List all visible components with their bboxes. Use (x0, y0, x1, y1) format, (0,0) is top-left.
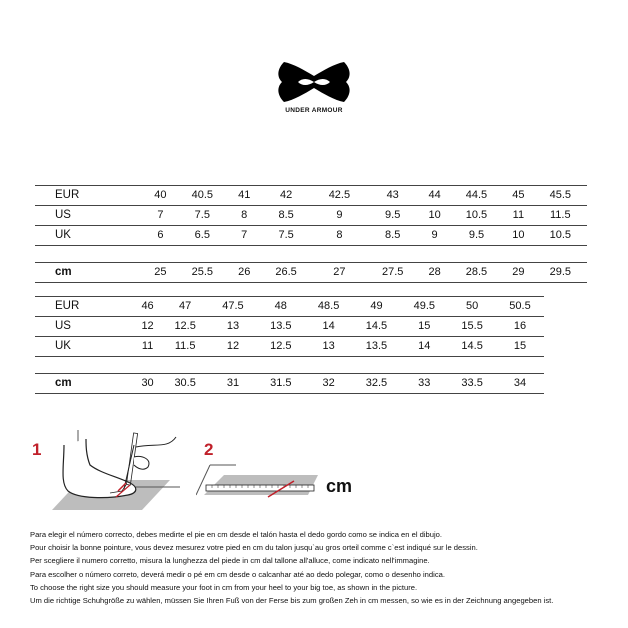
cell: 29 (503, 263, 533, 283)
eur-row (35, 186, 587, 206)
instruction-pt: Para escolher o número correto, deverá medir o pé em cm desde o calcanhar até ao dedo polegar, como o desenho indica. (30, 569, 445, 579)
cell: 49.5 (400, 297, 448, 317)
cell: 31.5 (257, 374, 305, 394)
cell: 10 (419, 206, 449, 226)
cell: 28.5 (450, 263, 503, 283)
cell: 48.5 (305, 297, 353, 317)
size-table-2 (35, 296, 544, 394)
foot-measure-illustration (30, 425, 190, 515)
cell: 6 (145, 226, 175, 246)
cell: 29.5 (534, 263, 587, 283)
uk-row (35, 337, 544, 357)
instruction-en: To choose the right size you should measure your foot in cm from your heel to your big toe, as shown in the picture. (30, 582, 418, 592)
row-label: US (35, 206, 145, 226)
cell: 13.5 (353, 337, 401, 357)
row-label: cm (35, 374, 134, 394)
cell: 43 (366, 186, 419, 206)
logo-text: UNDER ARMOUR (285, 107, 343, 114)
cell: 9.5 (366, 206, 419, 226)
cell: 12.5 (257, 337, 305, 357)
cell: 10 (503, 226, 533, 246)
cell: 32.5 (353, 374, 401, 394)
cell: 7 (145, 206, 175, 226)
unit-label: cm (326, 476, 353, 496)
step-1-number: 1 (32, 440, 42, 459)
eur-row (35, 297, 544, 317)
cell: 9 (313, 206, 366, 226)
cell: 11 (503, 206, 533, 226)
cell: 26.5 (259, 263, 312, 283)
cell: 41 (229, 186, 259, 206)
cell: 30 (134, 374, 161, 394)
cell: 14 (305, 317, 353, 337)
cell: 25.5 (176, 263, 229, 283)
cell: 13 (305, 337, 353, 357)
cell: 48 (257, 297, 305, 317)
cell: 15 (496, 337, 544, 357)
row-label: US (35, 317, 134, 337)
cell: 46 (134, 297, 161, 317)
cell: 11.5 (161, 337, 209, 357)
cell: 7.5 (259, 226, 312, 246)
cell: 10.5 (534, 226, 587, 246)
cell: 34 (496, 374, 544, 394)
cell: 40 (145, 186, 175, 206)
row-label: EUR (35, 186, 145, 206)
cell: 26 (229, 263, 259, 283)
cell: 12 (209, 337, 257, 357)
instructions (30, 528, 620, 607)
step-2-number: 2 (204, 440, 214, 459)
cell: 7.5 (176, 206, 229, 226)
us-row (35, 317, 544, 337)
row-label: cm (35, 263, 145, 283)
cell: 6.5 (176, 226, 229, 246)
cell: 28 (419, 263, 449, 283)
instruction-it: Per scegliere il numero corretto, misura la lunghezza del piede in cm dal tallone all'alluce, come indicato nell'immagine. (30, 556, 430, 566)
cell: 27 (313, 263, 366, 283)
cell: 16 (496, 317, 544, 337)
row-label: UK (35, 337, 134, 357)
hand-outline (134, 456, 149, 469)
cell: 47.5 (209, 297, 257, 317)
cell: 44 (419, 186, 449, 206)
instruction-es: Para elegir el número correcto, debes medirte el pie en cm desde el talón hasta el dedo gordo como se indica en el dibujo. (30, 530, 442, 539)
cell: 8 (313, 226, 366, 246)
row-label: UK (35, 226, 145, 246)
cell: 33.5 (448, 374, 496, 394)
cell: 8.5 (366, 226, 419, 246)
cell: 44.5 (450, 186, 503, 206)
cell: 9.5 (450, 226, 503, 246)
cell: 50.5 (496, 297, 544, 317)
cell: 42 (259, 186, 312, 206)
cell: 12.5 (161, 317, 209, 337)
size-table-1 (35, 185, 587, 283)
cell: 14.5 (353, 317, 401, 337)
cell: 45 (503, 186, 533, 206)
cell: 15.5 (448, 317, 496, 337)
ruler-illustration (196, 455, 326, 505)
cell: 13 (209, 317, 257, 337)
cell: 9 (419, 226, 449, 246)
cell: 30.5 (161, 374, 209, 394)
cm-row (35, 263, 587, 283)
cell: 15 (400, 317, 448, 337)
instruction-fr: Pour choisir la bonne pointure, vous devez mesurez votre pied en cm du talon jusqu`au gros orteil comme c`est indiqué sur le dessin. (30, 543, 478, 553)
uk-row (35, 226, 587, 246)
cell: 10.5 (450, 206, 503, 226)
cell: 40.5 (176, 186, 229, 206)
us-row (35, 206, 587, 226)
cell: 50 (448, 297, 496, 317)
cell: 45.5 (534, 186, 587, 206)
cell: 12 (134, 317, 161, 337)
cell: 13.5 (257, 317, 305, 337)
instruction-de: Um die richtige Schuhgröße zu wählen, müssen Sie Ihren Fuß von der Ferse bis zum großen Zeh in cm messen, so wie es in der Zeichnung angegeben ist. (30, 596, 554, 606)
under-armour-logo (276, 60, 352, 104)
cell: 14 (400, 337, 448, 357)
cell: 42.5 (313, 186, 366, 206)
cell: 27.5 (366, 263, 419, 283)
cell: 14.5 (448, 337, 496, 357)
cell: 11.5 (534, 206, 587, 226)
cell: 32 (305, 374, 353, 394)
cell: 8 (229, 206, 259, 226)
cell: 25 (145, 263, 175, 283)
cell: 33 (400, 374, 448, 394)
cell: 49 (353, 297, 401, 317)
cell: 7 (229, 226, 259, 246)
row-label: EUR (35, 297, 134, 317)
cell: 47 (161, 297, 209, 317)
cell: 8.5 (259, 206, 312, 226)
cell: 11 (134, 337, 161, 357)
cm-row (35, 374, 544, 394)
cell: 31 (209, 374, 257, 394)
